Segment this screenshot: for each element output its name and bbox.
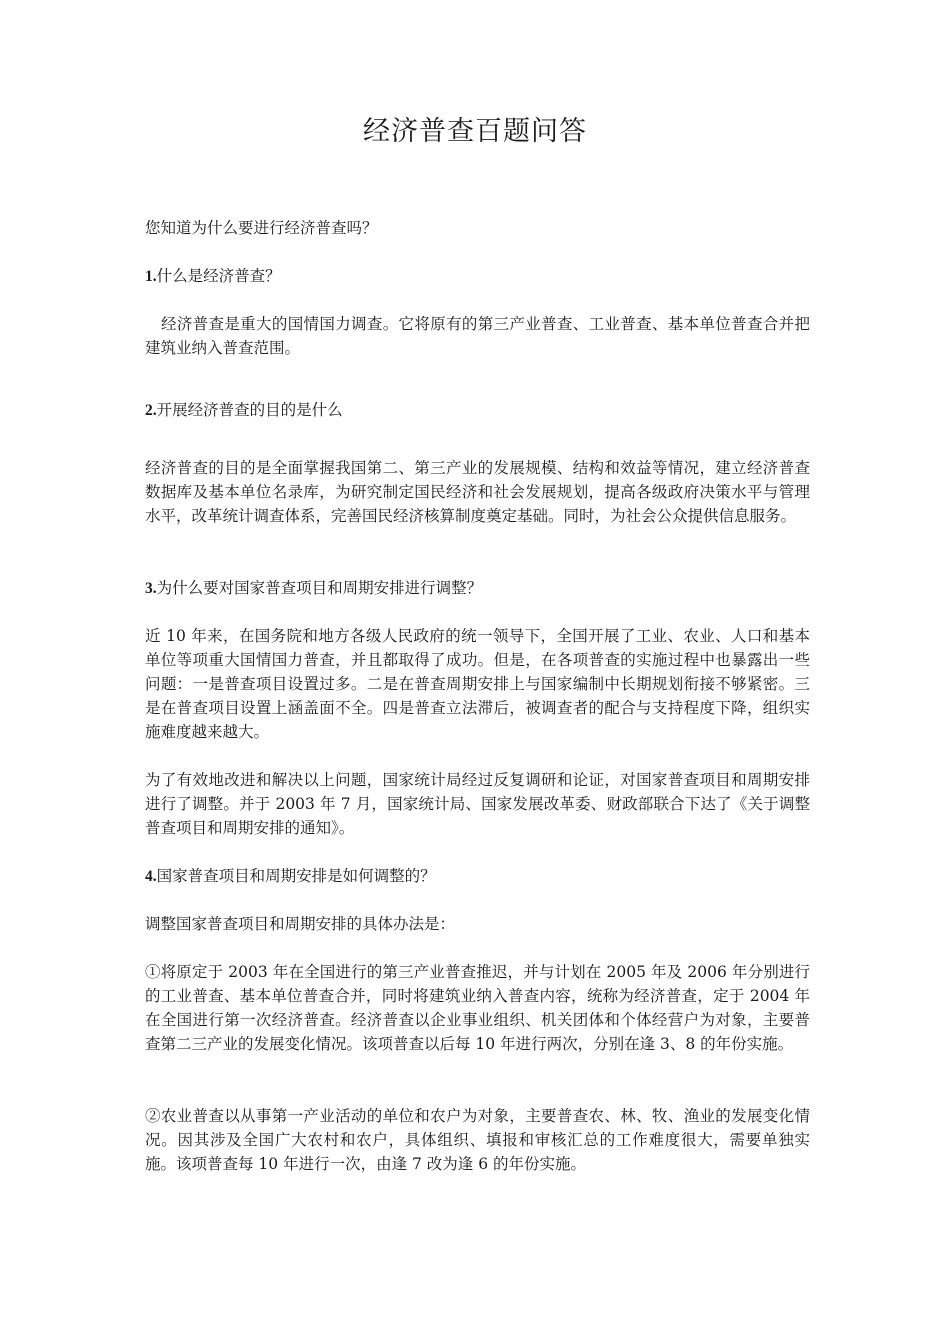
q4-item-1: ①将原定于 2003 年在全国进行的第三产业普查推迟，并与计划在 2005 年及 2006 年分别进行的工业普查、基本单位普查合并，同时将建筑业纳入普查内容，统称为经济普查，定于 2004 年在全国进行第一次经济普查。经济普查以企业事业组织、机关团体和个体经营户为对象，主要普查第二三产业的发展变化情况。该项普查以后每 10 年进行两次，分别在逢 3、8 的年份实施。 bbox=[145, 963, 810, 1053]
q1-answer: 经济普查是重大的国情国力调查。它将原有的第三产业普查、工业普查、基本单位普查合并把建筑业纳入普查范围。 bbox=[145, 315, 810, 357]
q3-answer-paragraph-2: 为了有效地改进和解决以上问题，国家统计局经过反复调研和论证，对国家普查项目和周期安排进行了调整。并于 2003 年 7 月，国家统计局、国家发展改革委、财政部联合下达了《关于调整普查项目和周期安排的通知》。 bbox=[145, 771, 810, 837]
q2-heading bbox=[145, 398, 810, 423]
q3-number: 3. bbox=[145, 580, 157, 597]
q3-answer-paragraph-1: 近 10 年来，在国务院和地方各级人民政府的统一领导下，全国开展了工业、农业、人口和基本单位等项重大国情国力普查，并且都取得了成功。但是，在各项普查的实施过程中也暴露出一些问题：一是普查项目设置过多。二是在普查周期安排上与国家编制中长期规划衔接不够紧密。三是在普查项目设置上涵盖面不全。四是普查立法滞后，被调查者的配合与支持程度下降，组织实施难度越来越大。 bbox=[145, 627, 810, 741]
intro-question: 您知道为什么要进行经济普查吗？ bbox=[145, 219, 378, 237]
document-title: 经济普查百题问答 bbox=[363, 116, 587, 147]
q4-heading bbox=[145, 864, 810, 889]
q2-question: 开展经济普查的目的是什么 bbox=[156, 401, 343, 419]
q1-number: 1. bbox=[145, 268, 157, 285]
q2-number: 2. bbox=[145, 402, 157, 419]
q4-item-2: ②农业普查以从事第一产业活动的单位和农户为对象，主要普查农、林、牧、渔业的发展变化情况。因其涉及全国广大农村和农户，具体组织、填报和审核汇总的工作难度很大，需要单独实施。该项普查每 10 年进行一次，由逢 7 改为逢 6 的年份实施。 bbox=[145, 1107, 810, 1173]
q2-answer: 经济普查的目的是全面掌握我国第二、第三产业的发展规模、结构和效益等情况，建立经济普查数据库及基本单位名录库，为研究制定国民经济和社会发展规划，提高各级政府决策水平与管理水平，改革统计调查体系，完善国民经济核算制度奠定基础。同时，为社会公众提供信息服务。 bbox=[145, 459, 810, 525]
q1-heading bbox=[145, 264, 810, 289]
q4-number: 4. bbox=[145, 868, 157, 885]
q4-answer-intro: 调整国家普查项目和周期安排的具体办法是： bbox=[145, 915, 456, 933]
q4-question: 国家普查项目和周期安排是如何调整的？ bbox=[156, 867, 436, 885]
q3-question: 为什么要对国家普查项目和周期安排进行调整？ bbox=[156, 579, 483, 597]
q3-heading bbox=[145, 576, 810, 601]
q1-question: 什么是经济普查？ bbox=[156, 267, 281, 285]
